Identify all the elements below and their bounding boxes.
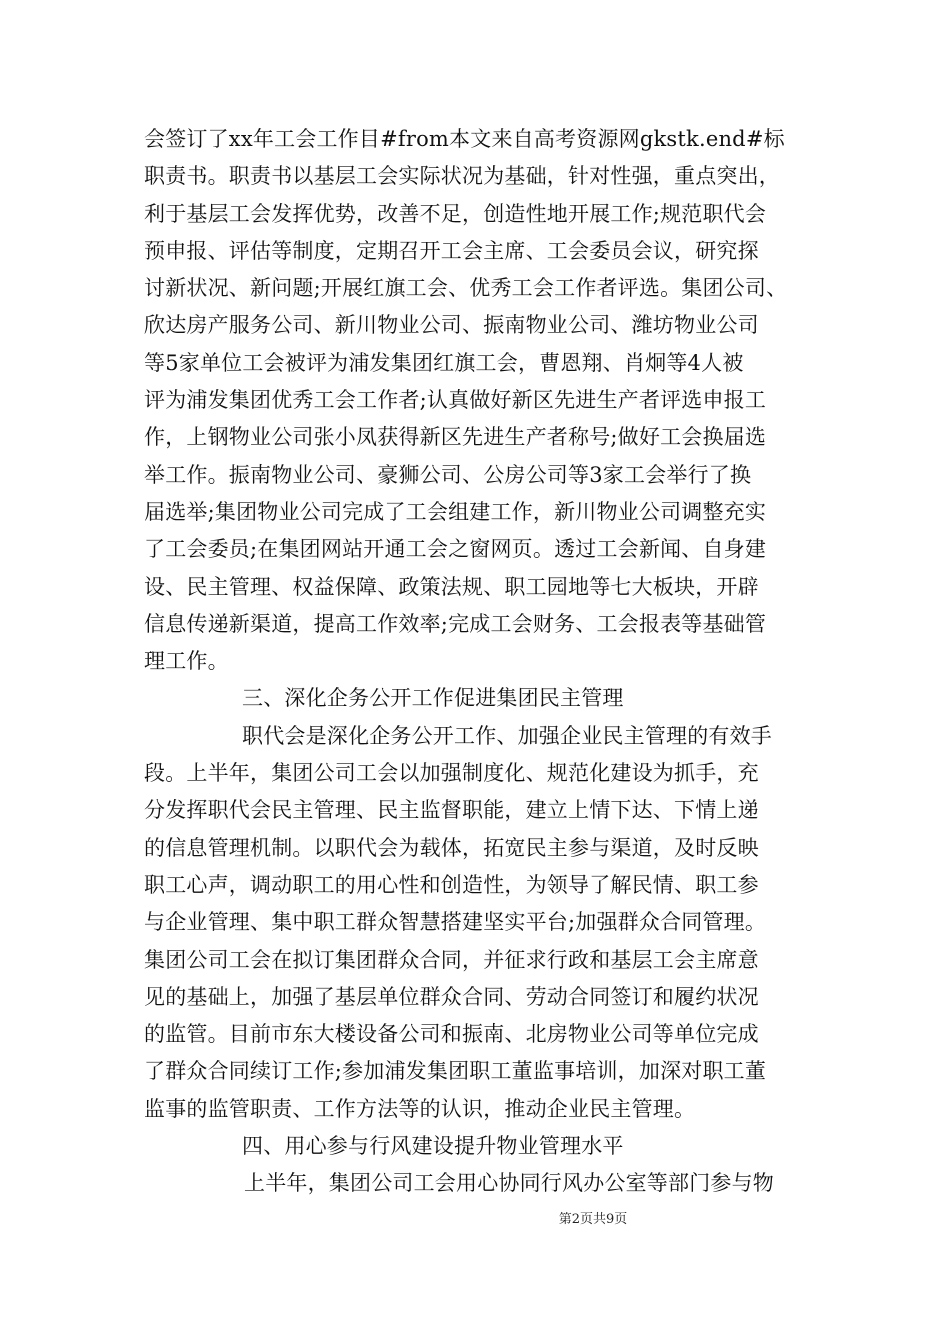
section3-first-line: 职代会是深化企务公开工作、加强企业民主管理的有效手 <box>242 723 772 748</box>
body-line: 设、民主管理、权益保障、政策法规、职工园地等七大板块，开辟 <box>144 574 759 599</box>
body-line: 利于基层工会发挥优势，改善不足，创造性地开展工作;规范职代会 <box>144 201 767 226</box>
body-line: 了工会委员;在集团网站开通工会之窗网页。透过工会新闻、自身建 <box>144 537 767 562</box>
section4-first-line: 上半年，集团公司工会用心协同行风办公室等部门参与物 <box>244 1171 774 1196</box>
body-line: 分发挥职代会民主管理、民主监督职能，建立上情下达、下情上递 <box>144 798 759 823</box>
body-line: 作，上钢物业公司张小凤获得新区先进生产者称号;做好工会换届选 <box>144 425 767 450</box>
body-line: 的监管。目前市东大楼设备公司和振南、北房物业公司等单位完成 <box>144 1022 759 1047</box>
body-line: 与企业管理、集中职工群众智慧搭建坚实平台;加强群众合同管理。 <box>144 910 767 935</box>
body-line: 讨新状况、新问题;开展红旗工会、优秀工会工作者评选。集团公司、 <box>144 276 788 301</box>
document-body <box>144 121 809 1203</box>
body-line: 预申报、评估等制度，定期召开工会主席、工会委员会议，研究探 <box>144 238 759 263</box>
body-line: 了群众合同续订工作;参加浦发集团职工董监事培训，加深对职工董 <box>144 1059 767 1084</box>
body-line: 见的基础上，加强了基层单位群众合同、劳动合同签订和履约状况 <box>144 984 759 1009</box>
body-line: 集团公司工会在拟订集团群众合同，并征求行政和基层工会主席意 <box>144 947 759 972</box>
page-footer <box>0 1208 950 1227</box>
body-line: 职责书。职责书以基层工会实际状况为基础，针对性强，重点突出， <box>144 164 780 189</box>
body-line: 举工作。振南物业公司、豪狮公司、公房公司等3家工会举行了换 <box>144 462 752 487</box>
body-line: 的信息管理机制。以职代会为载体，拓宽民主参与渠道，及时反映 <box>144 835 759 860</box>
body-line: 监事的监管职责、工作方法等的认识，推动企业民主管理。 <box>144 1096 696 1121</box>
page-number-label: 第2页共9页 <box>558 1212 628 1227</box>
body-line: 职工心声，调动职工的用心性和创造性，为领导了解民情、职工参 <box>144 872 759 897</box>
section-heading-4: 四、用心参与行风建设提升物业管理水平 <box>242 1134 624 1159</box>
body-line: 理工作。 <box>144 649 229 674</box>
body-line: 欣达房产服务公司、新川物业公司、振南物业公司、潍坊物业公司 <box>144 313 759 338</box>
body-line: 段。上半年，集团公司工会以加强制度化、规范化建设为抓手，充 <box>144 761 759 786</box>
body-line: 信息传递新渠道，提高工作效率;完成工会财务、工会报表等基础管 <box>144 611 767 636</box>
body-line: 会签订了xx年工会工作目#from本文来自高考资源网gkstk.end#标 <box>144 127 785 151</box>
body-line: 等5家单位工会被评为浦发集团红旗工会，曹恩翔、肖炯等4人被 <box>144 350 744 375</box>
body-line: 届选举;集团物业公司完成了工会组建工作，新川物业公司调整充实 <box>144 499 767 524</box>
section-heading-3: 三、深化企务公开工作促进集团民主管理 <box>242 686 624 711</box>
body-line: 评为浦发集团优秀工会工作者;认真做好新区先进生产者评选申报工 <box>144 388 767 413</box>
